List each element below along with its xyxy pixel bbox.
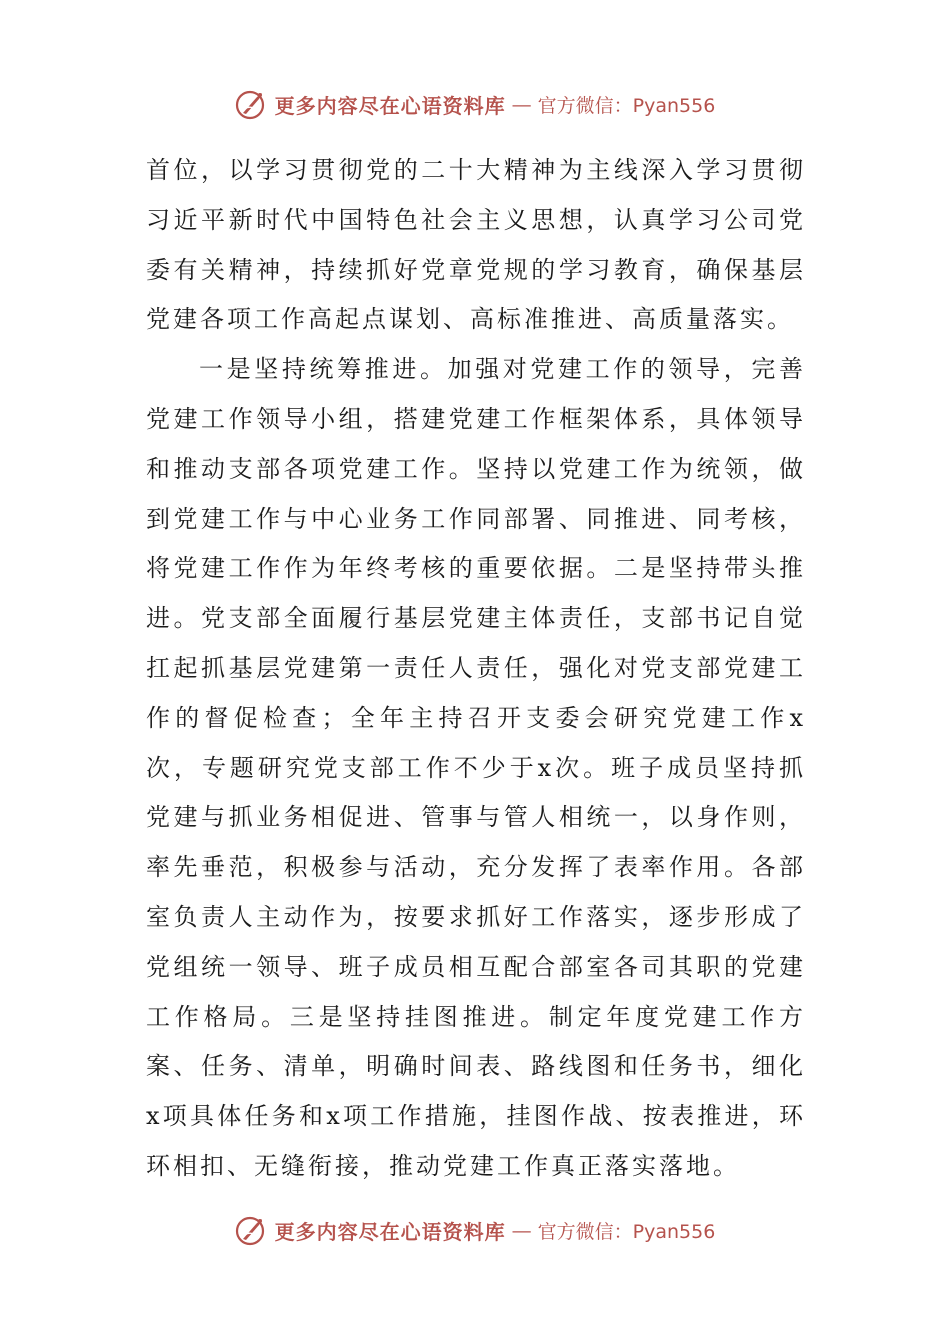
watermark-dash: — (511, 92, 532, 116)
footer-watermark (0, 1210, 950, 1250)
paragraph-1: 首位，以学习贯彻党的二十大精神为主线深入学习贯彻习近平新时代中国特色社会主义思想，认真学习公司党委有关精神，持续抓好党章党规的学习教育，确保基层党建各项工作高起点谋划、高标准推进、高质量落实。 (146, 156, 806, 334)
watermark-site-text: 更多内容尽在心语资料库 (274, 1219, 506, 1244)
watermark-wechat-text: 官方微信：Pyan556 (537, 94, 716, 117)
watermark-wechat-text: 官方微信：Pyan556 (537, 1220, 716, 1243)
pen-nib-logo-icon (235, 87, 269, 121)
header-watermark (0, 84, 950, 124)
document-body (146, 146, 806, 1192)
paragraph-2: 一是坚持统筹推进。加强对党建工作的领导，完善党建工作领导小组，搭建党建工作框架体系，具体领导和推动支部各项党建工作。坚持以党建工作为统领，做到党建工作与中心业务工作同部署、同推进、同考核，将党建工作作为年终考核的重要依据。二是坚持带头推进。党支部全面履行基层党建主体责任，支部书记自觉扛起抓基层党建第一责任人责任，强化对党支部党建工作的督促检查；全年主持召开支委会研究党建工作x次，专题研究党支部工作不少于x次。班子成员坚持抓党建与抓业务相促进、管事与管人相统一，以身作则，率先垂范，积极参与活动，充分发挥了表率作用。各部室负责人主动作为，按要求抓好工作落实，逐步形成了党组统一领导、班子成员相互配合部室各司其职的党建工作格局。三是坚持挂图推进。制定年度党建工作方案、任务、清单，明确时间表、路线图和任务书，细化x项具体任务和x项工作措施，挂图作战、按表推进，环环相扣、无缝衔接，推动党建工作真正落实落地。 (146, 355, 806, 1180)
watermark-dash: — (511, 1218, 532, 1242)
watermark-site-text: 更多内容尽在心语资料库 (274, 93, 506, 118)
pen-nib-logo-icon (235, 1213, 269, 1247)
